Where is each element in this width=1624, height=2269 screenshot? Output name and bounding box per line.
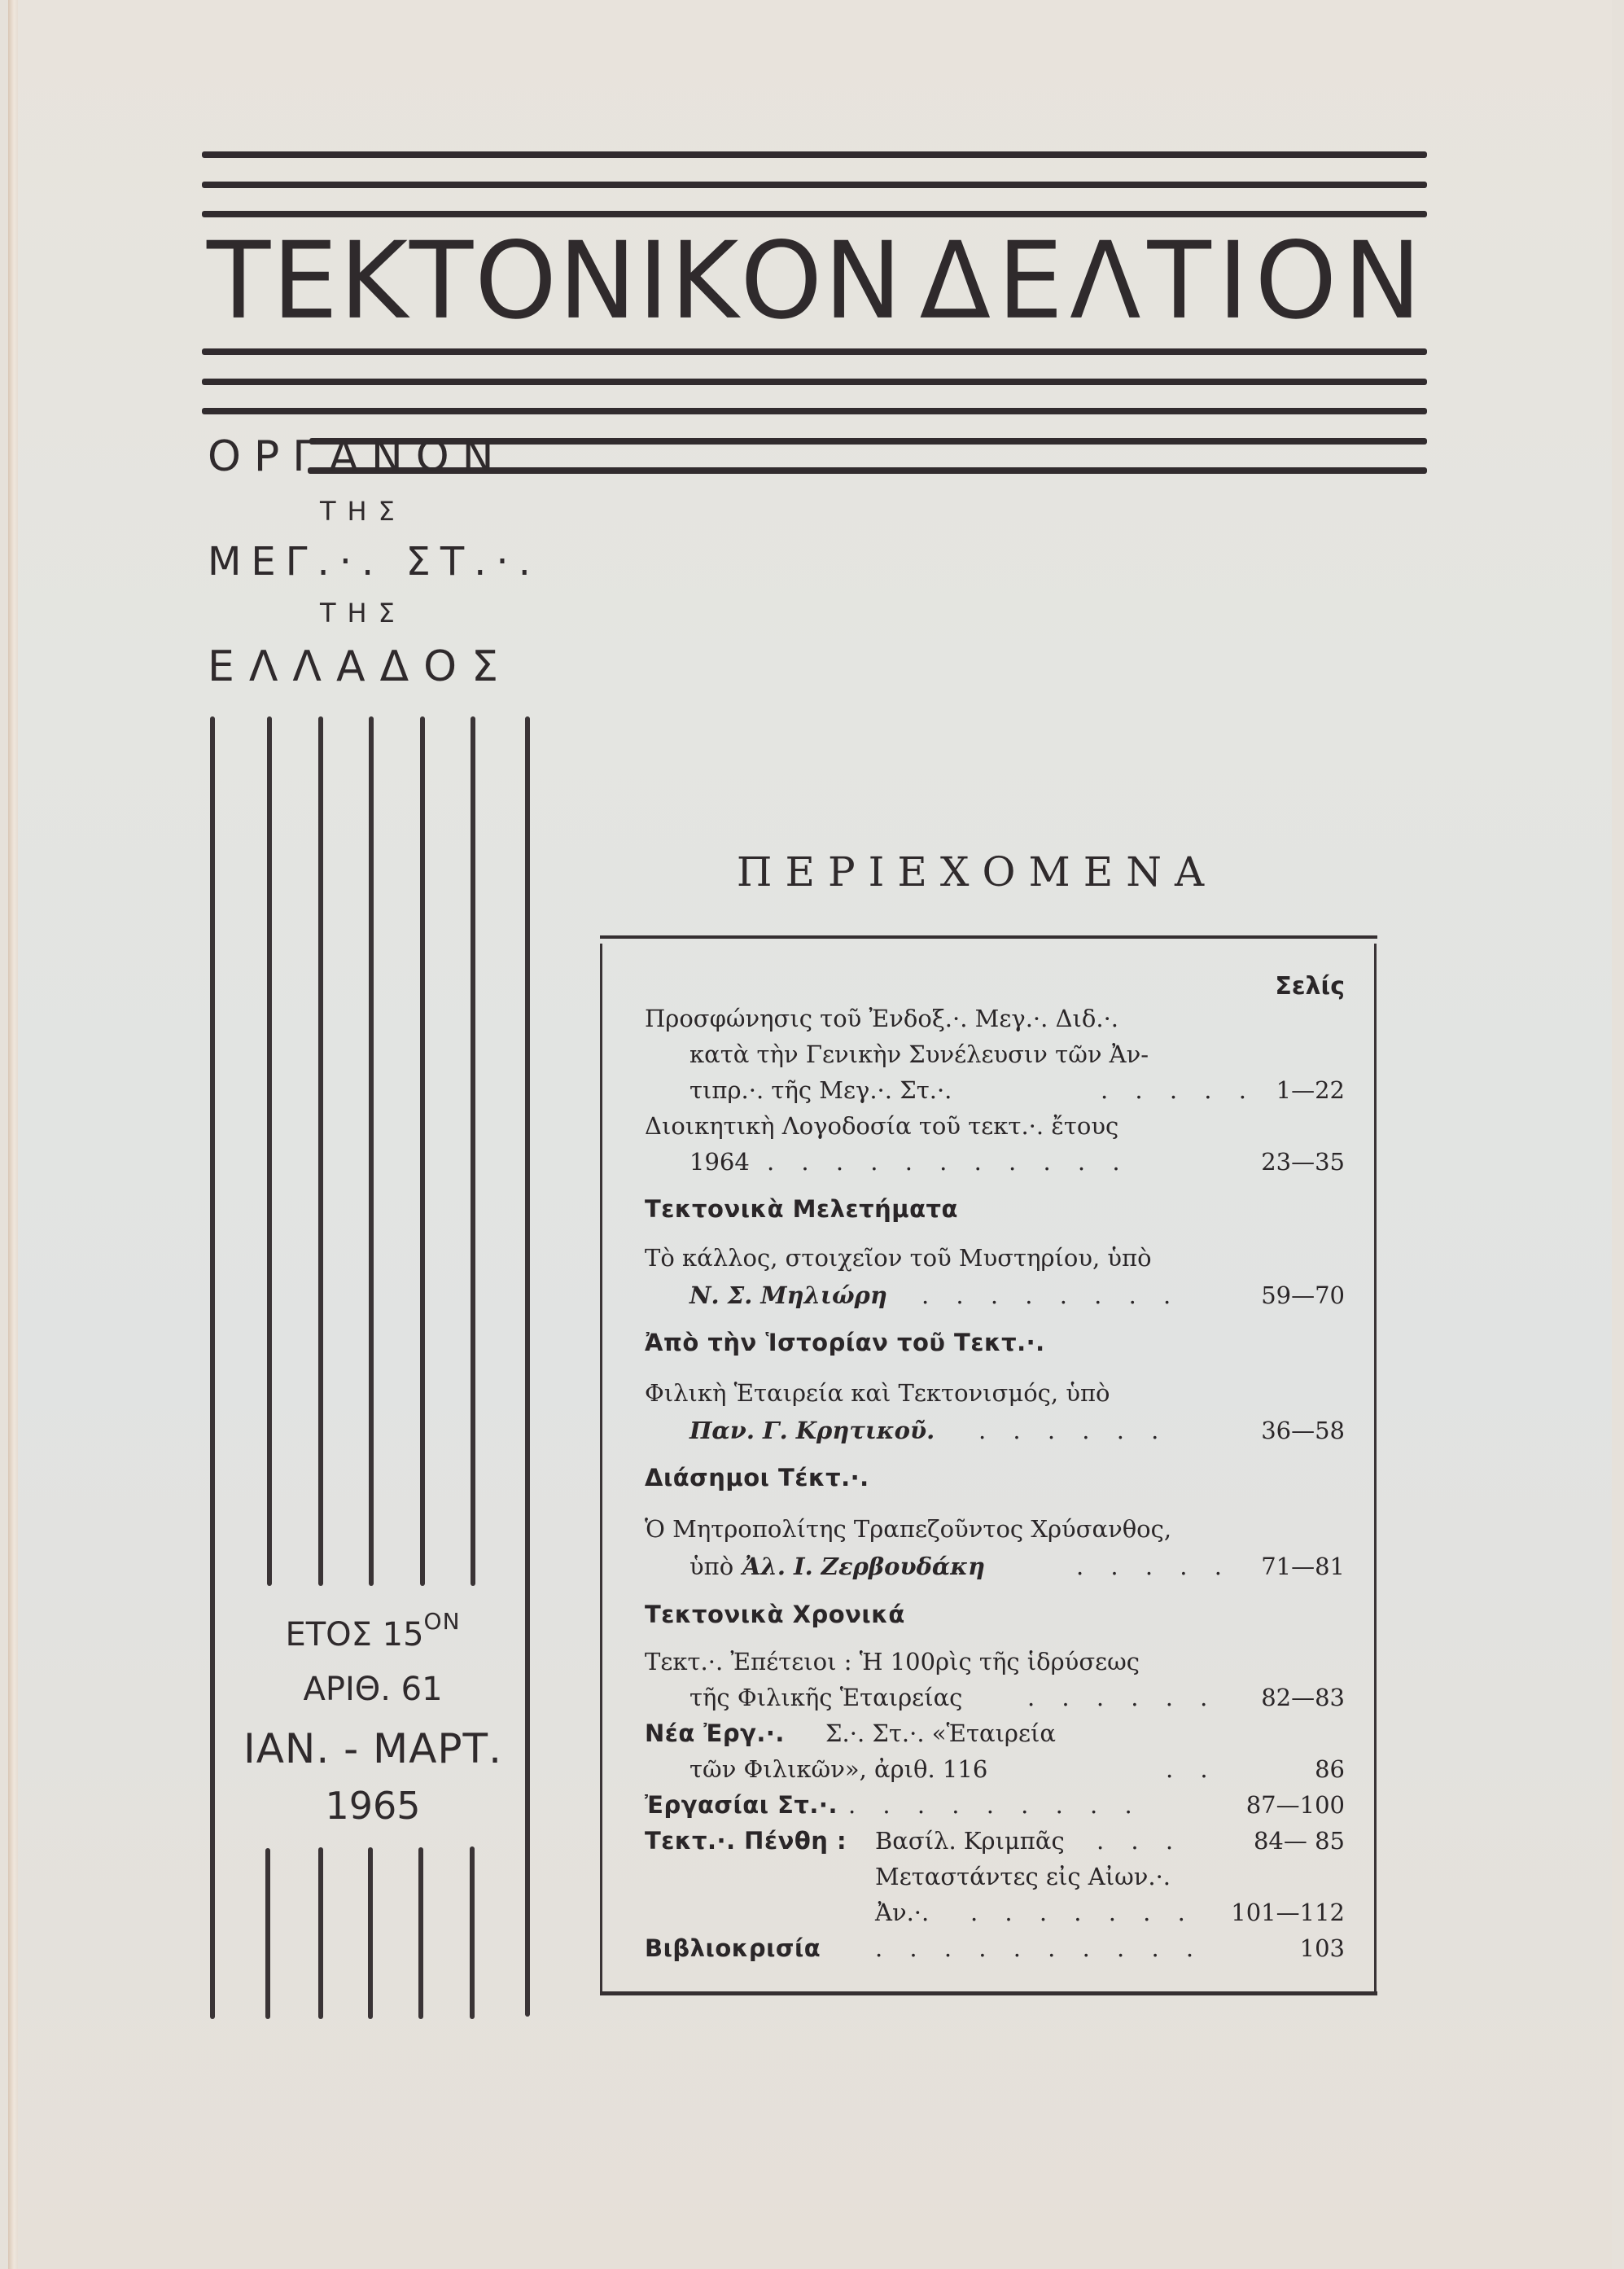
column-line-4-lower <box>418 1847 423 2019</box>
column-line-3-lower <box>368 1847 373 2019</box>
column-line-outer-left <box>210 716 215 2019</box>
toc-page-range: 84— 85 <box>1253 1827 1345 1855</box>
toc-author: Ἀλ. Ι. Ζερβουδάκη <box>742 1553 986 1580</box>
rule-top-1 <box>202 151 1427 158</box>
organ-line-4: ΤΗΣ <box>320 598 406 629</box>
toc-top-rule <box>600 935 1377 939</box>
table-of-contents <box>600 935 1377 1994</box>
toc-page-range: 103 <box>1299 1934 1345 1962</box>
toc-right-border <box>1374 944 1377 1991</box>
organ-line-3: ΜΕΓ.·. ΣΤ.·. <box>208 539 541 585</box>
toc-leader-dots: . . . . . . <box>1027 1684 1218 1711</box>
toc-leader-dots: . . . . . <box>1101 1076 1256 1104</box>
toc-entry-text: Βασίλ. Κριμπᾶς <box>875 1827 1065 1855</box>
toc-page-range: 86 <box>1315 1755 1345 1783</box>
column-line-4-upper <box>420 716 425 1586</box>
issue-year-suffix: ΟΝ <box>423 1608 461 1635</box>
column-line-1-lower <box>265 1848 270 2019</box>
toc-page-range: 23—35 <box>1261 1148 1345 1176</box>
toc-bold-lead: Βιβλιοκρισία <box>645 1934 821 1962</box>
toc-entry-text: Τὸ κάλλος, στοιχεῖον τοῦ Μυστηρίου, ὑπὸ <box>645 1244 1152 1272</box>
column-line-5-upper <box>471 716 475 1586</box>
toc-entry-text: τῆς Φιλικῆς Ἑταιρείας <box>689 1684 963 1711</box>
toc-leader-dots: . . <box>1166 1755 1218 1783</box>
toc-page-range: 82—83 <box>1261 1684 1345 1711</box>
toc-entry-text: 1964 <box>689 1148 750 1176</box>
toc-page-range: 87—100 <box>1245 1791 1345 1819</box>
issue-months: ΙΑΝ. - ΜΑΡΤ. <box>243 1725 502 1772</box>
toc-leader-dots: . . . . . . . . . . <box>875 1934 1204 1962</box>
toc-leader-dots: . . . . . . . . . <box>848 1791 1142 1819</box>
toc-entry-text: Φιλικὴ Ἑταιρεία καὶ Τεκτονισμός, ὑπὸ <box>645 1379 1110 1407</box>
toc-leader-dots: . . . . . . . . . . . <box>767 1148 1130 1176</box>
toc-entry-text: Ὁ Μητροπολίτης Τραπεζοῦντος Χρύσανθος, <box>645 1515 1172 1543</box>
toc-author: Ν. Σ. Μηλιώρη <box>689 1281 887 1309</box>
issue-year <box>218 1608 527 1654</box>
toc-page-range: 101—112 <box>1231 1899 1345 1926</box>
masthead-title <box>207 219 1428 344</box>
toc-page-range: 1—22 <box>1276 1076 1345 1104</box>
toc-section-text: Ἀπὸ τὴν Ἱστορίαν τοῦ Τεκτ.·. <box>645 1329 1045 1356</box>
toc-entry-text: Τεκτ.·. Ἐπέτειοι : Ἡ 100ρὶς τῆς ἱδρύσεως <box>645 1648 1140 1675</box>
toc-entry-text: Προσφώνησις τοῦ Ἐνδοξ.·. Μεγ.·. Διδ.·. <box>645 1005 1119 1032</box>
toc-page-range: 71—81 <box>1261 1553 1345 1580</box>
title-word-1: ΤΕΚΤΟΝΙΚΟΝ <box>207 219 904 344</box>
toc-entry-text: τιπρ.·. τῆς Μεγ.·. Στ.·. <box>689 1076 952 1104</box>
toc-page-range: 36—58 <box>1261 1417 1345 1444</box>
toc-leader-dots: . . . . . . <box>978 1417 1169 1444</box>
toc-left-border <box>600 944 602 1991</box>
issue-year-label: ΕΤΟΣ 15 <box>285 1616 424 1654</box>
toc-section-text: Τεκτονικὰ Μελετήματα <box>645 1195 958 1223</box>
toc-entry-text: κατὰ τὴν Γενικὴν Συνέλευσιν τῶν Ἀν- <box>689 1040 1149 1068</box>
issue-number: ΑΡΙΘ. 61 <box>303 1671 443 1708</box>
toc-leader-dots: . . . . . . . <box>970 1899 1195 1926</box>
rule-mid-3 <box>202 408 1427 414</box>
contents-heading: ΠΕΡΙΕΧΟΜΕΝΑ <box>736 848 1218 896</box>
page-column-header: Σελίς <box>1275 972 1345 1001</box>
title-word-2: ΔΕΛΤΙΟΝ <box>919 219 1428 344</box>
toc-leader-dots: . . . <box>1097 1827 1184 1855</box>
toc-bold-lead: Νέα Ἐργ.·. <box>645 1719 785 1747</box>
toc-leader-dots: . . . . . <box>1076 1553 1232 1580</box>
toc-entry-text: τῶν Φιλικῶν», ἀριθ. 116 <box>689 1755 988 1783</box>
column-line-2-lower <box>318 1847 323 2019</box>
toc-entry-text: Σ.·. Στ.·. «Ἑταιρεία <box>825 1719 1056 1747</box>
rule-top-3 <box>202 211 1427 217</box>
toc-bold-lead: Ἐργασίαι Στ.·. <box>645 1791 838 1819</box>
column-line-3-upper <box>369 716 374 1586</box>
column-line-1-upper <box>267 716 272 1586</box>
toc-author: Παν. Γ. Κρητικοῦ. <box>689 1417 935 1444</box>
toc-section-text: Τεκτονικὰ Χρονικά <box>645 1601 905 1628</box>
toc-page-range: 59—70 <box>1261 1281 1345 1309</box>
toc-section-text: Διάσημοι Τέκτ.·. <box>645 1464 869 1491</box>
column-line-5-lower <box>470 1846 475 2019</box>
issue-year-number: 1965 <box>325 1784 421 1828</box>
rule-top-2 <box>202 182 1427 188</box>
toc-entry-text: Διοικητικὴ Λογοδοσία τοῦ τεκτ.·. ἔτους <box>645 1112 1119 1140</box>
toc-entry-text: Ἀν.·. <box>875 1899 930 1926</box>
rule-mid-1 <box>202 348 1427 355</box>
toc-entry-text: Μεταστάντες εἰς Αἰων.·. <box>875 1863 1171 1890</box>
toc-bottom-rule <box>600 1991 1377 1995</box>
organ-line-2: ΤΗΣ <box>320 496 406 527</box>
toc-leader-dots: . . . . . . . . <box>921 1281 1181 1309</box>
organ-line-1: ΟΡΓΑΝΟΝ <box>208 432 507 481</box>
spine-edge <box>8 0 18 2269</box>
toc-bold-lead: Τεκτ.·. Πένθη : <box>645 1827 847 1855</box>
organ-line-5: ΕΛΛΑΔΟΣ <box>208 642 513 691</box>
column-line-2-upper <box>318 716 323 1586</box>
rule-mid-2 <box>202 379 1427 385</box>
toc-entry-text: ὑπὸ <box>689 1553 734 1580</box>
magazine-cover <box>8 0 1612 2269</box>
